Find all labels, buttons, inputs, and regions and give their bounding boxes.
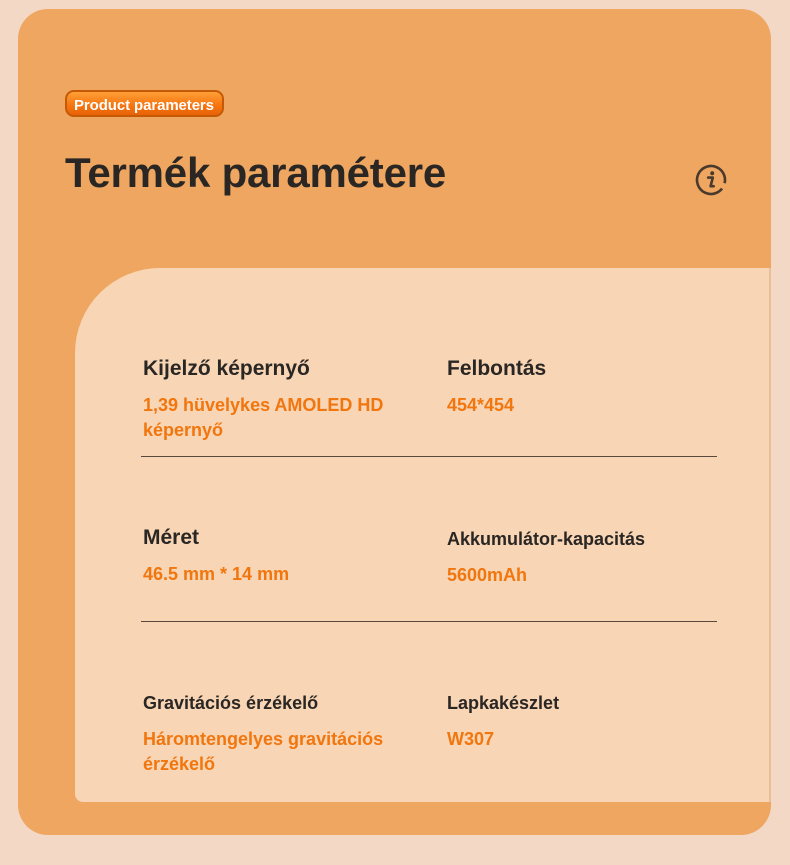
param-label: Gravitációs érzékelő: [143, 693, 319, 713]
param-cell-size: [143, 526, 433, 587]
param-label: Kijelző képernyő: [143, 357, 310, 380]
param-label: Akkumulátor-kapacitás: [447, 529, 646, 549]
panel-edge: [769, 268, 771, 802]
product-parameters-card: [18, 9, 771, 835]
param-cell-chipset: [447, 693, 717, 752]
product-parameters-badge: Product parameters: [65, 90, 224, 117]
page-title: Termék paramétere: [65, 149, 447, 196]
param-label: Felbontás: [447, 357, 547, 380]
param-label: Lapkakészlet: [447, 693, 560, 713]
param-value: Háromtengelyes gravitációs érzékelő: [143, 729, 384, 774]
row-divider: [141, 456, 717, 457]
parameters-panel: [75, 268, 771, 802]
param-label: Méret: [143, 526, 200, 549]
param-cell-battery: [447, 526, 717, 588]
param-value: W307: [447, 729, 495, 749]
info-icon[interactable]: [694, 163, 728, 197]
param-cell-gravity-sensor: [143, 693, 433, 777]
param-value: 454*454: [447, 395, 515, 415]
param-value: 46.5 mm * 14 mm: [143, 564, 290, 584]
row-divider: [141, 621, 717, 622]
param-value: 5600mAh: [447, 565, 528, 585]
param-cell-screen: [143, 357, 433, 443]
param-cell-resolution: [447, 357, 717, 418]
param-value: 1,39 hüvelykes AMOLED HD képernyő: [143, 395, 384, 440]
